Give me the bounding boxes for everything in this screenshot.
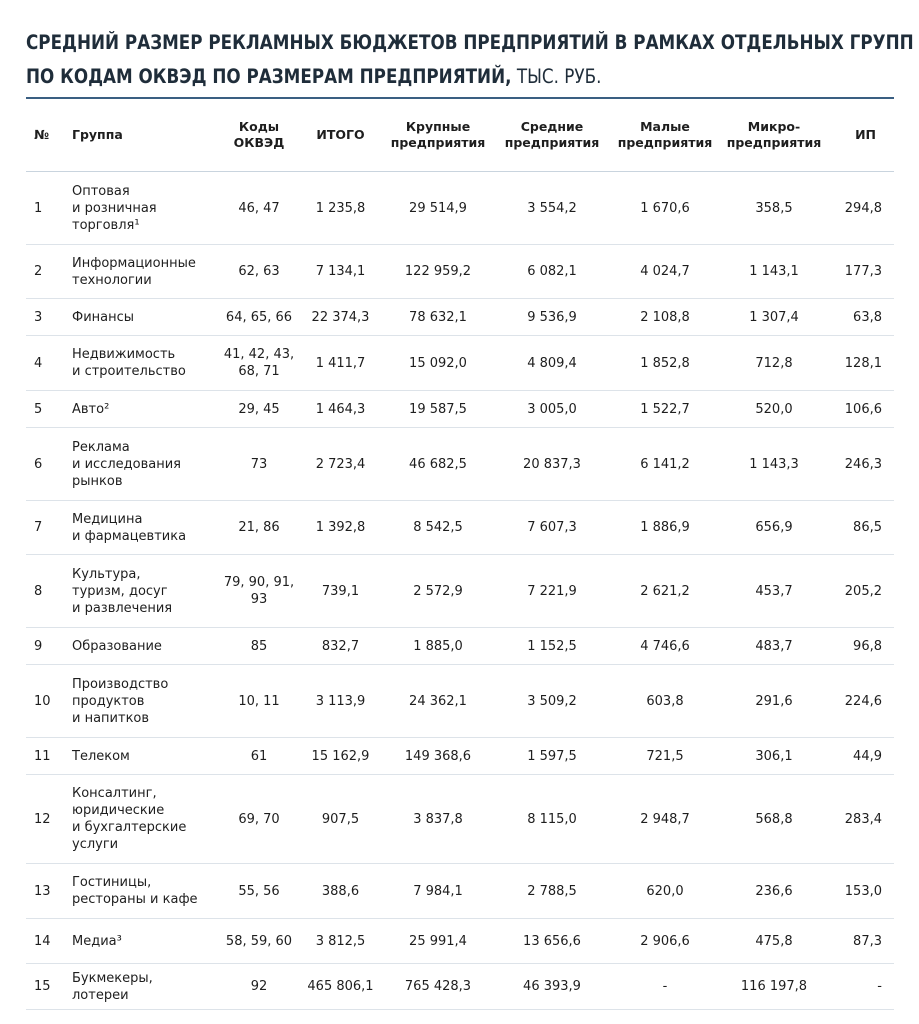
- cell-group-line: Консалтинг,: [72, 786, 157, 801]
- cell-medium: 9 536,9: [495, 299, 609, 336]
- table-row: [26, 775, 894, 864]
- cell-medium: 3 005,0: [495, 391, 609, 428]
- cell-ip: 246,3: [827, 428, 894, 501]
- cell-num: 11: [26, 738, 70, 775]
- table-row: [26, 555, 894, 628]
- cell-small: 2 621,2: [609, 555, 721, 628]
- table-row: [26, 964, 894, 1010]
- cell-total: 22 374,3: [300, 299, 381, 336]
- cell-medium: 1 152,5: [495, 628, 609, 665]
- cell-medium: 20 837,3: [495, 428, 609, 501]
- cell-group-line: продуктов: [72, 693, 145, 709]
- cell-group-line: Недвижимость: [72, 347, 176, 362]
- cell-codes-line: 62, 63: [238, 264, 280, 279]
- cell-total: 1 411,7: [300, 336, 381, 391]
- cell-medium: 6 082,1: [495, 245, 609, 299]
- cell-group-line: Букмекеры,: [72, 970, 153, 986]
- cell-group: [70, 964, 218, 1010]
- cell-medium: 7 221,9: [495, 555, 609, 628]
- cell-group: [70, 391, 218, 428]
- cell-ip: 44,9: [827, 738, 894, 775]
- header-medium: [495, 99, 609, 172]
- header-group: Группа: [70, 99, 218, 172]
- cell-total: 15 162,9: [300, 738, 381, 775]
- cell-codes: [218, 628, 300, 665]
- cell-num: 4: [26, 336, 70, 391]
- cell-small: 603,8: [609, 665, 721, 738]
- cell-large: 78 632,1: [381, 299, 495, 336]
- cell-codes-line: 69, 70: [238, 811, 280, 827]
- cell-codes: [218, 775, 300, 864]
- cell-group-line: Авто²: [72, 401, 110, 417]
- cell-group-line: и фармацевтика: [72, 528, 187, 544]
- cell-group: [70, 665, 218, 738]
- cell-total: 3 812,5: [300, 919, 381, 964]
- cell-micro: 358,5: [721, 172, 827, 245]
- cell-group-line: юридические: [72, 803, 165, 818]
- cell-ip: 294,8: [827, 172, 894, 245]
- cell-group: [70, 738, 218, 775]
- cell-large: 8 542,5: [381, 501, 495, 555]
- cell-large: 24 362,1: [381, 665, 495, 738]
- cell-num: 14: [26, 919, 70, 964]
- header-large: [381, 99, 495, 172]
- table-row: [26, 391, 894, 428]
- cell-group-line: Культура,: [72, 566, 141, 582]
- cell-small: 4 024,7: [609, 245, 721, 299]
- cell-large: 2 572,9: [381, 555, 495, 628]
- cell-large: 149 368,6: [381, 738, 495, 775]
- cell-group-line: и бухгалтерские: [72, 820, 187, 835]
- cell-micro: 306,1: [721, 738, 827, 775]
- cell-group-line: и строительство: [72, 364, 186, 379]
- cell-group: [70, 299, 218, 336]
- cell-codes-line: 92: [250, 979, 268, 994]
- cell-ip: -: [827, 964, 894, 1010]
- cell-group-line: Медицина: [72, 511, 143, 527]
- cell-num: 2: [26, 245, 70, 299]
- cell-ip: 224,6: [827, 665, 894, 738]
- cell-codes-line: 29, 45: [238, 401, 280, 417]
- cell-codes-line: 10, 11: [238, 693, 280, 709]
- cell-group-line: лотереи: [72, 987, 129, 1003]
- cell-small: 1 886,9: [609, 501, 721, 555]
- cell-group-line: технологии: [72, 272, 152, 288]
- cell-group: [70, 775, 218, 864]
- cell-codes-line: 68, 71: [238, 364, 280, 379]
- cell-micro: 1 143,3: [721, 428, 827, 501]
- page-title: [26, 26, 914, 94]
- cell-micro: 1 143,1: [721, 245, 827, 299]
- cell-group: [70, 555, 218, 628]
- cell-group-line: рестораны и кафе: [72, 892, 198, 907]
- cell-micro: 568,8: [721, 775, 827, 864]
- cell-codes: [218, 428, 300, 501]
- cell-large: 25 991,4: [381, 919, 495, 964]
- header-micro: [721, 99, 827, 172]
- header-medium-line2: предприятия: [504, 135, 600, 150]
- cell-codes: [218, 864, 300, 919]
- cell-group-line: Производство: [72, 676, 169, 692]
- cell-codes-line: 61: [250, 748, 268, 764]
- cell-codes-line: 58, 59, 60: [225, 933, 293, 949]
- cell-ip: 283,4: [827, 775, 894, 864]
- cell-codes-line: 41, 42, 43,: [223, 347, 295, 362]
- cell-group-line: и развлечения: [72, 600, 173, 616]
- cell-group-line: Информационные: [72, 255, 196, 271]
- cell-small: 2 108,8: [609, 299, 721, 336]
- table-row: [26, 299, 894, 336]
- cell-codes-line: 46, 47: [238, 200, 280, 216]
- header-medium-line1: Средние: [520, 119, 584, 134]
- cell-medium: 3 509,2: [495, 665, 609, 738]
- cell-codes: [218, 336, 300, 391]
- cell-codes-line: 85: [250, 638, 268, 654]
- cell-medium: 1 597,5: [495, 738, 609, 775]
- cell-group: [70, 864, 218, 919]
- cell-codes: [218, 299, 300, 336]
- cell-codes: [218, 555, 300, 628]
- cell-group-line: и напитков: [72, 710, 150, 726]
- table-row: [26, 428, 894, 501]
- table-row: [26, 864, 894, 919]
- table-row: [26, 172, 894, 245]
- cell-num: 9: [26, 628, 70, 665]
- cell-medium: 46 393,9: [495, 964, 609, 1010]
- cell-group-line: Оптовая: [72, 183, 130, 199]
- header-num: №: [26, 99, 70, 172]
- cell-total: 388,6: [300, 864, 381, 919]
- cell-num: 12: [26, 775, 70, 864]
- cell-codes-line: 79, 90, 91,: [223, 575, 295, 590]
- title-line-2-main: ПО КОДАМ ОКВЭД ПО РАЗМЕРАМ ПРЕДПРИЯТИЙ,: [26, 65, 512, 88]
- cell-ip: 86,5: [827, 501, 894, 555]
- cell-large: 7 984,1: [381, 864, 495, 919]
- cell-large: 46 682,5: [381, 428, 495, 501]
- cell-group-line: услуги: [72, 837, 119, 852]
- cell-group-line: Реклама: [72, 439, 130, 455]
- cell-total: 1 464,3: [300, 391, 381, 428]
- title-line-2: [26, 60, 774, 94]
- cell-micro: 453,7: [721, 555, 827, 628]
- table-row: [26, 665, 894, 738]
- header-small-line2: предприятия: [617, 135, 713, 150]
- cell-total: 739,1: [300, 555, 381, 628]
- table-row: [26, 919, 894, 964]
- cell-medium: 3 554,2: [495, 172, 609, 245]
- cell-total: 465 806,1: [300, 964, 381, 1010]
- cell-large: 3 837,8: [381, 775, 495, 864]
- cell-micro: 236,6: [721, 864, 827, 919]
- cell-group: [70, 501, 218, 555]
- cell-group-line: Гостиницы,: [72, 875, 152, 890]
- table-row: [26, 738, 894, 775]
- cell-num: 3: [26, 299, 70, 336]
- cell-group-line: туризм, досуг: [72, 583, 168, 599]
- cell-group: [70, 428, 218, 501]
- cell-ip: 153,0: [827, 864, 894, 919]
- header-micro-line2: предприятия: [726, 135, 822, 150]
- cell-group-line: торговля¹: [72, 217, 140, 233]
- cell-total: 3 113,9: [300, 665, 381, 738]
- cell-large: 1 885,0: [381, 628, 495, 665]
- header-micro-line1: Микро-: [747, 119, 801, 134]
- cell-micro: 483,7: [721, 628, 827, 665]
- table-header-row: [26, 99, 894, 172]
- cell-medium: 7 607,3: [495, 501, 609, 555]
- cell-num: 8: [26, 555, 70, 628]
- cell-large: 19 587,5: [381, 391, 495, 428]
- cell-ip: 96,8: [827, 628, 894, 665]
- cell-codes-line: 93: [250, 592, 268, 607]
- cell-ip: 128,1: [827, 336, 894, 391]
- cell-small: 721,5: [609, 738, 721, 775]
- cell-large: 765 428,3: [381, 964, 495, 1010]
- cell-num: 15: [26, 964, 70, 1010]
- cell-ip: 205,2: [827, 555, 894, 628]
- cell-medium: 4 809,4: [495, 336, 609, 391]
- title-unit: ТЫС. РУБ.: [511, 65, 602, 88]
- header-small: [609, 99, 721, 172]
- cell-codes: [218, 391, 300, 428]
- cell-micro: 656,9: [721, 501, 827, 555]
- cell-small: 620,0: [609, 864, 721, 919]
- cell-total: 907,5: [300, 775, 381, 864]
- cell-num: 5: [26, 391, 70, 428]
- cell-medium: 13 656,6: [495, 919, 609, 964]
- header-total: ИТОГО: [300, 99, 381, 172]
- cell-small: -: [609, 964, 721, 1010]
- cell-small: 4 746,6: [609, 628, 721, 665]
- cell-micro: 1 307,4: [721, 299, 827, 336]
- cell-group-line: Образование: [72, 638, 162, 654]
- cell-total: 1 235,8: [300, 172, 381, 245]
- cell-total: 7 134,1: [300, 245, 381, 299]
- cell-ip: 87,3: [827, 919, 894, 964]
- cell-group: [70, 245, 218, 299]
- cell-group-line: Финансы: [72, 309, 135, 325]
- cell-large: 122 959,2: [381, 245, 495, 299]
- cell-medium: 2 788,5: [495, 864, 609, 919]
- table-row: [26, 336, 894, 391]
- cell-ip: 177,3: [827, 245, 894, 299]
- cell-codes-line: 64, 65, 66: [225, 309, 293, 325]
- budget-table: [26, 99, 894, 1010]
- cell-codes: [218, 501, 300, 555]
- cell-codes-line: 55, 56: [238, 883, 280, 899]
- cell-group: [70, 919, 218, 964]
- cell-small: 6 141,2: [609, 428, 721, 501]
- cell-num: 10: [26, 665, 70, 738]
- cell-num: 1: [26, 172, 70, 245]
- cell-micro: 475,8: [721, 919, 827, 964]
- cell-large: 15 092,0: [381, 336, 495, 391]
- cell-micro: 291,6: [721, 665, 827, 738]
- cell-large: 29 514,9: [381, 172, 495, 245]
- cell-small: 2 906,6: [609, 919, 721, 964]
- cell-total: 2 723,4: [300, 428, 381, 501]
- cell-codes-line: 73: [250, 456, 268, 472]
- cell-micro: 116 197,8: [721, 964, 827, 1010]
- cell-codes: [218, 172, 300, 245]
- cell-group-line: Медиа³: [72, 933, 122, 949]
- header-codes: [218, 99, 300, 172]
- cell-codes: [218, 919, 300, 964]
- header-codes-line2: ОКВЭД: [233, 135, 285, 150]
- cell-group-line: и розничная: [72, 200, 157, 216]
- cell-micro: 712,8: [721, 336, 827, 391]
- header-small-line1: Малые: [640, 119, 690, 134]
- cell-codes: [218, 665, 300, 738]
- cell-group: [70, 628, 218, 665]
- cell-group: [70, 172, 218, 245]
- cell-ip: 63,8: [827, 299, 894, 336]
- cell-small: 1 670,6: [609, 172, 721, 245]
- header-ip: ИП: [827, 99, 894, 172]
- cell-group-line: рынков: [72, 473, 123, 489]
- cell-codes: [218, 964, 300, 1010]
- header-codes-line1: Коды: [238, 119, 280, 134]
- cell-group: [70, 336, 218, 391]
- cell-small: 2 948,7: [609, 775, 721, 864]
- table-row: [26, 628, 894, 665]
- cell-group-line: и исследования: [72, 456, 181, 472]
- header-large-line1: Крупные: [405, 119, 471, 134]
- header-large-line2: предприятия: [390, 135, 486, 150]
- table-row: [26, 245, 894, 299]
- cell-total: 832,7: [300, 628, 381, 665]
- cell-codes: [218, 245, 300, 299]
- cell-small: 1 852,8: [609, 336, 721, 391]
- cell-small: 1 522,7: [609, 391, 721, 428]
- cell-num: 6: [26, 428, 70, 501]
- cell-micro: 520,0: [721, 391, 827, 428]
- cell-codes-line: 21, 86: [238, 520, 280, 535]
- cell-num: 13: [26, 864, 70, 919]
- cell-codes: [218, 738, 300, 775]
- cell-ip: 106,6: [827, 391, 894, 428]
- cell-num: 7: [26, 501, 70, 555]
- cell-group-line: Телеком: [72, 748, 130, 764]
- cell-total: 1 392,8: [300, 501, 381, 555]
- title-line-1: СРЕДНИЙ РАЗМЕР РЕКЛАМНЫХ БЮДЖЕТОВ ПРЕДПРИЯТИЙ В РАМКАХ ОТДЕЛЬНЫХ ГРУПП: [26, 31, 914, 54]
- cell-medium: 8 115,0: [495, 775, 609, 864]
- table-body: [26, 172, 894, 1010]
- table-row: [26, 501, 894, 555]
